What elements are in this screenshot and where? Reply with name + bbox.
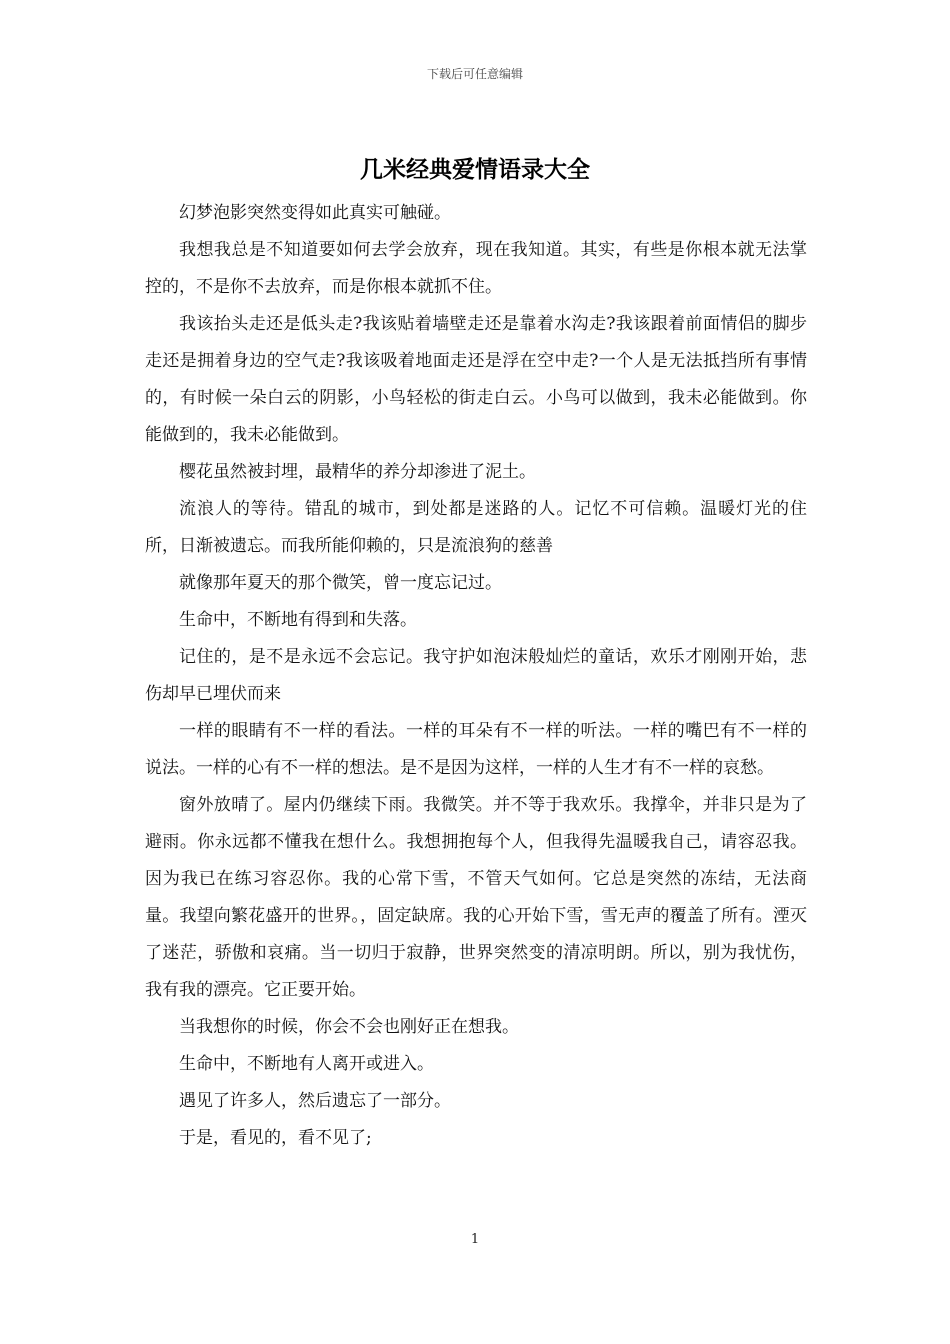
paragraph-11: 当我想你的时候，你会不会也刚好正在想我。 — [179, 1017, 519, 1037]
document-body — [145, 195, 807, 1157]
paragraph-8: 记住的，是不是永远不会忘记。我守护如泡沫般灿烂的童话，欢乐才刚刚开始，悲伤却早已埋伏而来 — [145, 647, 807, 704]
paragraph-1: 幻梦泡影突然变得如此真实可触碰。 — [179, 203, 451, 223]
paragraph-12: 生命中，不断地有人离开或进入。 — [179, 1054, 434, 1074]
page-number: 1 — [470, 1232, 480, 1247]
paragraph-4: 樱花虽然被封埋，最精华的养分却渗进了泥土。 — [179, 462, 536, 482]
paragraph-13: 遇见了许多人，然后遗忘了一部分。 — [179, 1091, 451, 1111]
paragraph-9: 一样的眼睛有不一样的看法。一样的耳朵有不一样的听法。一样的嘴巴有不一样的说法。一样的心有不一样的想法。是不是因为这样，一样的人生才有不一样的哀愁。 — [145, 721, 807, 778]
page-header: 下载后可任意编辑 — [426, 67, 523, 81]
paragraph-3: 我该抬头走还是低头走?我该贴着墙壁走还是靠着水沟走?我该跟着前面情侣的脚步走还是拥着身边的空气走?我该吸着地面走还是浮在空中走?一个人是无法抵挡所有事情的，有时候一朵白云的阴影，小鸟轻松的街走白云。小鸟可以做到，我未必能做到。你能做到的，我未必能做到。 — [145, 314, 807, 445]
paragraph-10: 窗外放晴了。屋内仍继续下雨。我微笑。并不等于我欢乐。我撑伞，并非只是为了避雨。你永远都不懂我在想什么。我想拥抱每个人，但我得先温暖我自己，请容忍我。因为我已在练习容忍你。我的心常下雪，不管天气如何。它总是突然的冻结，无法商量。我望向繁花盛开的世界。，固定缺席。我的心开始下雪，雪无声的覆盖了所有。湮灭了迷茫，骄傲和哀痛。当一切归于寂静，世界突然变的清凉明朗。所以，别为我忧伤，我有我的漂亮。它正要开始。 — [145, 795, 807, 1000]
paragraph-7: 生命中，不断地有得到和失落。 — [179, 610, 417, 630]
document-title: 几米经典爱情语录大全 — [360, 156, 590, 183]
paragraph-5: 流浪人的等待。错乱的城市，到处都是迷路的人。记忆不可信赖。温暖灯光的住所，日渐被遗忘。而我所能仰赖的，只是流浪狗的慈善 — [145, 499, 807, 556]
paragraph-14: 于是，看见的，看不见了; — [179, 1128, 372, 1148]
paragraph-6: 就像那年夏天的那个微笑，曾一度忘记过。 — [179, 573, 502, 593]
paragraph-2: 我想我总是不知道要如何去学会放弃，现在我知道。其实，有些是你根本就无法掌控的，不是你不去放弃，而是你根本就抓不住。 — [145, 240, 807, 297]
